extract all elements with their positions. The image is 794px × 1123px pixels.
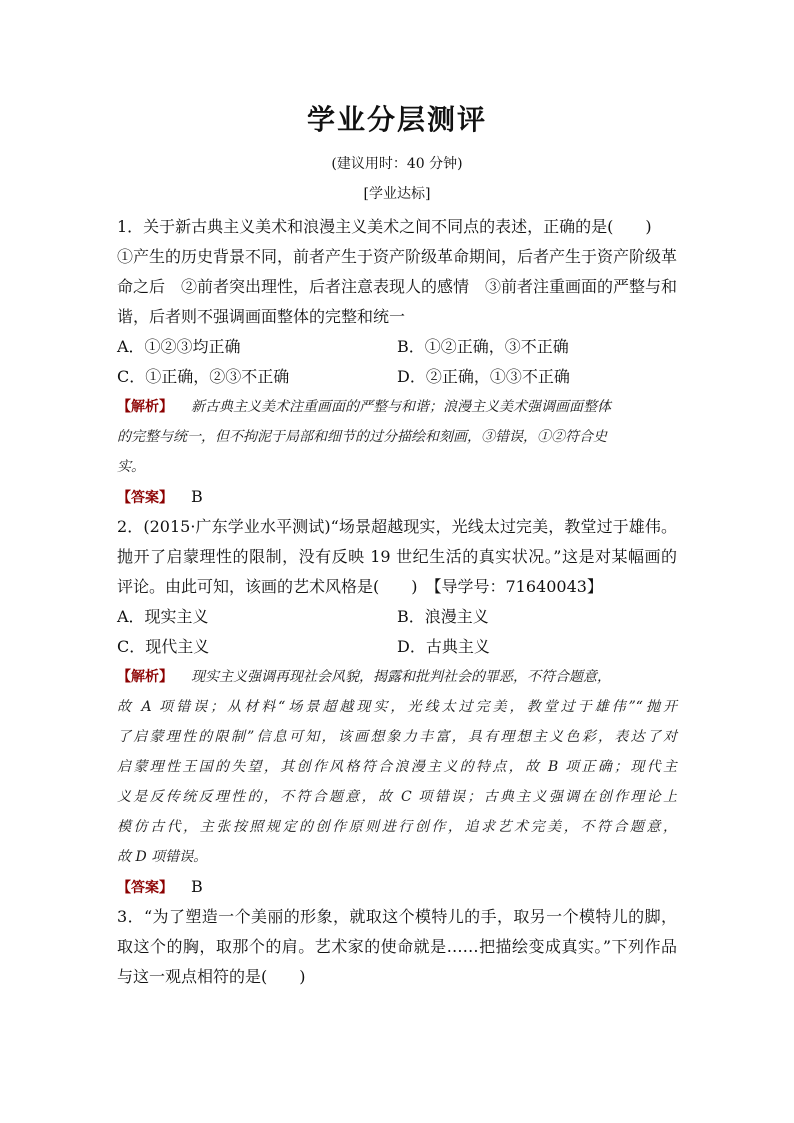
answer-tag: 【答案】 — [117, 880, 173, 896]
q2-option-d: D．古典主义 — [397, 637, 490, 656]
q2-answer — [117, 872, 677, 902]
q1-options-row — [117, 332, 677, 362]
q2-analysis — [117, 662, 677, 692]
q1-option-d: D．②正确，①③不正确 — [397, 367, 570, 386]
q1-option-b: B．①②正确，③不正确 — [397, 337, 569, 356]
page-title: 学业分层测评 — [306, 103, 487, 136]
q1-options-row — [117, 362, 677, 392]
answer-tag: 【答案】 — [117, 490, 173, 506]
analysis-text: 现实主义强调再现社会风貌，揭露和批判社会的罪恶，不符合题意， — [191, 669, 611, 685]
q1-option-a: A．①②③均正确 — [117, 337, 241, 356]
q2-options-row — [117, 632, 677, 662]
q2-stem-line: 2．(2015·广东学业水平测试)“场景超越现实，光线太过完美，教堂过于雄伟。 — [117, 517, 677, 536]
section-heading: [学业达标] — [363, 186, 431, 202]
q2-option-c: C．现代主义 — [117, 637, 210, 656]
analysis-tag: 【解析】 — [117, 669, 173, 685]
q1-answer — [117, 482, 677, 512]
q2-options-row — [117, 602, 677, 632]
answer-value: B — [191, 487, 203, 506]
time-suggestion: (建议用时：40 分钟) — [331, 156, 463, 172]
q3-stem-line: 与这一观点相符的是( ) — [117, 967, 306, 986]
analysis-text: 启蒙理性王国的失望，其创作风格符合浪漫主义的特点，故 B 项正确；现代主 — [117, 759, 677, 775]
q1-analysis — [117, 392, 677, 422]
analysis-text: 新古典主义美术注重画面的严整与和谐；浪漫主义美术强调画面整体 — [191, 399, 611, 415]
q3-stem-line: 3．“为了塑造一个美丽的形象，就取这个模特儿的手，取另一个模特儿的脚， — [117, 907, 677, 926]
q1-body-line: 命之后 ②前者突出理性，后者注意表现人的感情 ③前者注重画面的严整与和 — [117, 277, 678, 296]
analysis-text: 故 D 项错误。 — [117, 849, 208, 865]
q2-option-b: B．浪漫主义 — [397, 607, 489, 626]
q1-stem: 1．关于新古典主义美术和浪漫主义美术之间不同点的表述，正确的是( ) — [117, 217, 652, 236]
q2-option-a: A．现实主义 — [117, 607, 209, 626]
q1-body-line: 谐，后者则不强调画面整体的完整和统一 — [117, 307, 406, 326]
analysis-text: 的完整与统一，但不拘泥于局部和细节的过分描绘和刻画，③错误，①②符合史 — [117, 429, 607, 445]
analysis-text: 故 A 项错误；从材料“场景超越现实，光线太过完美，教堂过于雄伟”“抛开 — [117, 699, 677, 715]
question-content — [117, 212, 677, 992]
analysis-text: 实。 — [117, 459, 145, 475]
analysis-text: 了启蒙理性的限制”信息可知，该画想象力丰富，具有理想主义色彩，表达了对 — [117, 729, 677, 745]
analysis-text: 义是反传统反理性的，不符合题意，故 C 项错误；古典主义强调在创作理论上 — [117, 789, 677, 805]
analysis-text: 模仿古代，主张按照规定的创作原则进行创作，追求艺术完美，不符合题意， — [117, 819, 677, 835]
q1-option-c: C．①正确，②③不正确 — [117, 367, 290, 386]
q3-stem-line: 取这个的胸，取那个的肩。艺术家的使命就是……把描绘变成真实。”下列作品 — [117, 937, 677, 956]
q2-stem-line: 抛开了启蒙理性的限制，没有反映 19 世纪生活的真实状况。”这是对某幅画的 — [117, 547, 677, 566]
analysis-tag: 【解析】 — [117, 399, 173, 415]
q1-body-line: ①产生的历史背景不同，前者产生于资产阶级革命期间，后者产生于资产阶级革 — [117, 247, 678, 266]
answer-value: B — [191, 877, 203, 896]
q2-stem-line: 评论。由此可知，该画的艺术风格是( ) 【导学号：71640043】 — [117, 577, 603, 596]
